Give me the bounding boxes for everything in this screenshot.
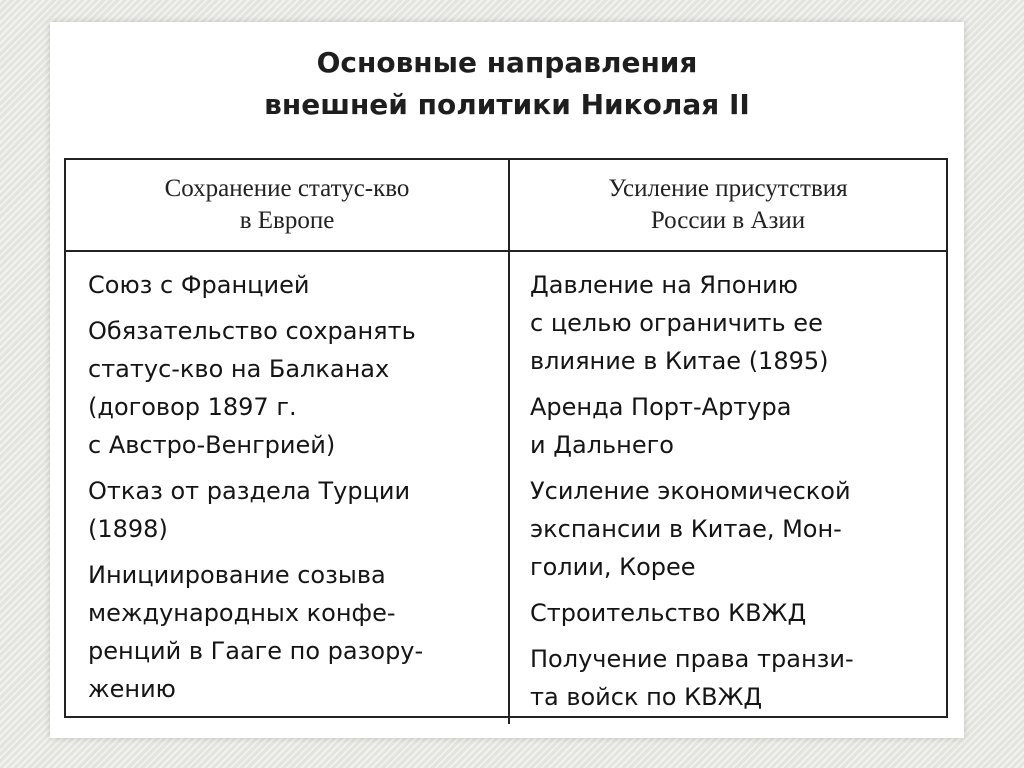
entry-line: (1898) — [88, 515, 168, 543]
entry-line: статус-кво на Балканах — [88, 355, 390, 383]
entry-line: Инициирование созыва — [88, 561, 386, 589]
entry-line: жению — [88, 675, 176, 703]
entry-line: Обязательство сохранять — [88, 317, 416, 345]
entry-line: экспансии в Китае, Мон- — [530, 515, 842, 543]
header-line: Сохранение статус-кво — [164, 175, 410, 202]
europe-entry-france-alliance — [88, 266, 498, 304]
entry-line: Союз с Францией — [88, 271, 310, 299]
europe-entry-hague — [88, 556, 498, 708]
europe-entry-balkans — [88, 312, 498, 464]
entry-line: Усиление экономической — [530, 477, 851, 505]
asia-entry-port-arthur — [530, 388, 936, 464]
entry-line: голии, Корее — [530, 553, 696, 581]
entry-line: с Австро-Венгрией) — [88, 431, 336, 459]
header-line: России в Азии — [650, 207, 806, 234]
header-europe — [66, 160, 510, 252]
entry-line: Строительство КВЖД — [530, 599, 807, 627]
asia-entry-kvzhd-construction — [530, 594, 936, 632]
entry-line: Отказ от раздела Турции — [88, 477, 411, 505]
header-line: в Европе — [239, 207, 335, 234]
slide-card — [50, 22, 964, 738]
policy-table — [64, 158, 948, 718]
entry-line: та войск по КВЖД — [530, 683, 763, 711]
entry-line: с целью ограничить ее — [530, 309, 823, 337]
entry-line: Давление на Японию — [530, 271, 798, 299]
asia-entry-japan — [530, 266, 936, 380]
entry-line: (договор 1897 г. — [88, 393, 297, 421]
europe-column — [66, 252, 510, 724]
entry-line: Получение права транзи- — [530, 645, 854, 673]
page-title — [50, 42, 964, 126]
entry-line: влияние в Китае (1895) — [530, 347, 829, 375]
entry-line: ренций в Гааге по разору- — [88, 637, 424, 665]
title-line-2: внешней политики Николая II — [264, 88, 750, 121]
entry-line: международных конфе- — [88, 599, 396, 627]
header-asia — [510, 160, 946, 252]
entry-line: Аренда Порт-Артура — [530, 393, 792, 421]
entry-line: и Дальнего — [530, 431, 674, 459]
asia-entry-transit — [530, 640, 936, 716]
asia-entry-expansion — [530, 472, 936, 586]
header-line: Усиление присутствия — [608, 175, 848, 202]
title-line-1: Основные направления — [316, 46, 698, 79]
asia-column — [510, 252, 946, 724]
europe-entry-turkey — [88, 472, 498, 548]
